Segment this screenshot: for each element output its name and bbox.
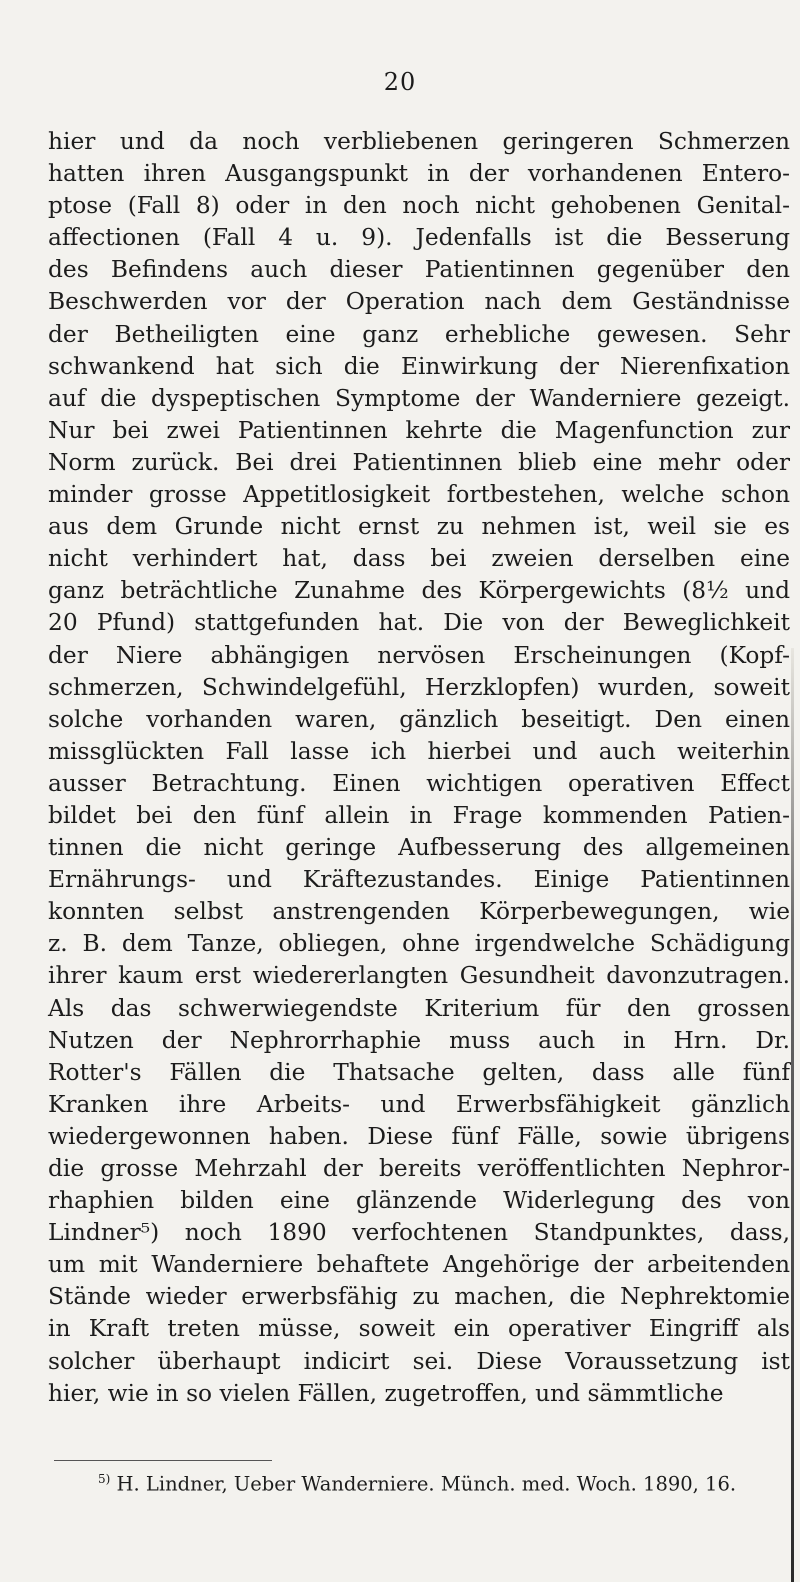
text-line: Nur bei zwei Patientinnen kehrte die Magenfunction zur bbox=[48, 416, 790, 444]
text-line: ihrer kaum erst wiedererlangten Gesundheit davonzutragen. bbox=[48, 962, 790, 990]
text-line: nicht verhindert hat, dass bei zweien derselben eine bbox=[48, 545, 790, 573]
text-line: hatten ihren Ausgangspunkt in der vorhandenen Entero- bbox=[48, 160, 790, 188]
text-line: bildet bei den fünf allein in Frage kommenden Patien- bbox=[48, 801, 790, 829]
text-line: missglückten Fall lasse ich hierbei und auch weiterhin bbox=[48, 737, 790, 765]
text-line: in Kraft treten müsse, soweit ein operativer Eingriff als bbox=[48, 1315, 790, 1343]
text-line: solche vorhanden waren, gänzlich beseitigt. Den einen bbox=[48, 705, 790, 733]
text-line: z. B. dem Tanze, obliegen, ohne irgendwelche Schädigung bbox=[48, 930, 790, 958]
text-line: Als das schwerwiegendste Kriterium für den grossen bbox=[48, 994, 790, 1022]
footnote-number: 5) bbox=[98, 1472, 111, 1486]
text-line: Kranken ihre Arbeits- und Erwerbsfähigkeit gänzlich bbox=[48, 1090, 790, 1118]
footnote bbox=[98, 1466, 788, 1498]
text-line: der Niere abhängigen nervösen Erscheinungen (Kopf- bbox=[48, 641, 790, 669]
text-line: des Befindens auch dieser Patientinnen gegenüber den bbox=[48, 256, 790, 284]
text-line: Lindner⁵) noch 1890 verfochtenen Standpunktes, dass, bbox=[48, 1219, 790, 1247]
text-line: Nutzen der Nephrorrhaphie muss auch in Hrn. Dr. bbox=[48, 1026, 790, 1054]
text-line: 20 Pfund) stattgefunden hat. Die von der Beweglichkeit bbox=[48, 609, 790, 637]
body-text bbox=[48, 126, 790, 1410]
text-line: rhaphien bilden eine glänzende Widerlegung des von bbox=[48, 1187, 790, 1215]
text-line: schmerzen, Schwindelgefühl, Herzklopfen) wurden, soweit bbox=[48, 673, 790, 701]
text-line: konnten selbst anstrengenden Körperbewegungen, wie bbox=[48, 898, 790, 926]
text-line: ptose (Fall 8) oder in den noch nicht gehobenen Genital- bbox=[48, 192, 790, 220]
text-line: Ernährungs- und Kräftezustandes. Einige Patientinnen bbox=[48, 866, 790, 894]
text-line: schwankend hat sich die Einwirkung der Nierenfixation bbox=[48, 352, 790, 380]
text-line: solcher überhaupt indicirt sei. Diese Voraussetzung ist bbox=[48, 1347, 790, 1375]
text-line: affectionen (Fall 4 u. 9). Jedenfalls ist die Besserung bbox=[48, 224, 790, 252]
text-line: ganz beträchtliche Zunahme des Körpergewichts (8½ und bbox=[48, 577, 790, 605]
page-number: 20 bbox=[383, 68, 417, 96]
text-line: wiedergewonnen haben. Diese fünf Fälle, sowie übrigens bbox=[48, 1122, 790, 1150]
text-line: hier und da noch verbliebenen geringeren Schmerzen bbox=[48, 128, 790, 155]
footnote-divider bbox=[54, 1460, 272, 1461]
text-line: Rotter's Fällen die Thatsache gelten, dass alle fünf bbox=[48, 1058, 790, 1086]
text-line: der Betheiligten eine ganz erhebliche gewesen. Sehr bbox=[48, 320, 790, 348]
scan-edge-shadow bbox=[791, 648, 794, 1582]
text-line: tinnen die nicht geringe Aufbesserung des allgemeinen bbox=[48, 834, 790, 862]
text-line: aus dem Grunde nicht ernst zu nehmen ist, weil sie es bbox=[48, 513, 790, 541]
text-line: um mit Wanderniere behaftete Angehörige der arbeitenden bbox=[48, 1251, 790, 1279]
text-line: Norm zurück. Bei drei Patientinnen blieb eine mehr oder bbox=[48, 448, 790, 476]
footnote-text: H. Lindner, Ueber Wanderniere. Münch. med. Woch. 1890, 16. bbox=[116, 1472, 737, 1496]
text-line: hier, wie in so vielen Fällen, zugetroffen, und sämmtliche bbox=[48, 1379, 724, 1407]
text-line: Stände wieder erwerbsfähig zu machen, die Nephrektomie bbox=[48, 1283, 790, 1311]
text-line: die grosse Mehrzahl der bereits veröffentlichten Nephror- bbox=[48, 1155, 790, 1182]
text-line: ausser Betrachtung. Einen wichtigen operativen Effect bbox=[48, 769, 790, 797]
text-line: minder grosse Appetitlosigkeit fortbestehen, welche schon bbox=[48, 481, 790, 509]
text-line: auf die dyspeptischen Symptome der Wanderniere gezeigt. bbox=[48, 384, 790, 412]
text-line: Beschwerden vor der Operation nach dem Geständnisse bbox=[48, 288, 790, 316]
